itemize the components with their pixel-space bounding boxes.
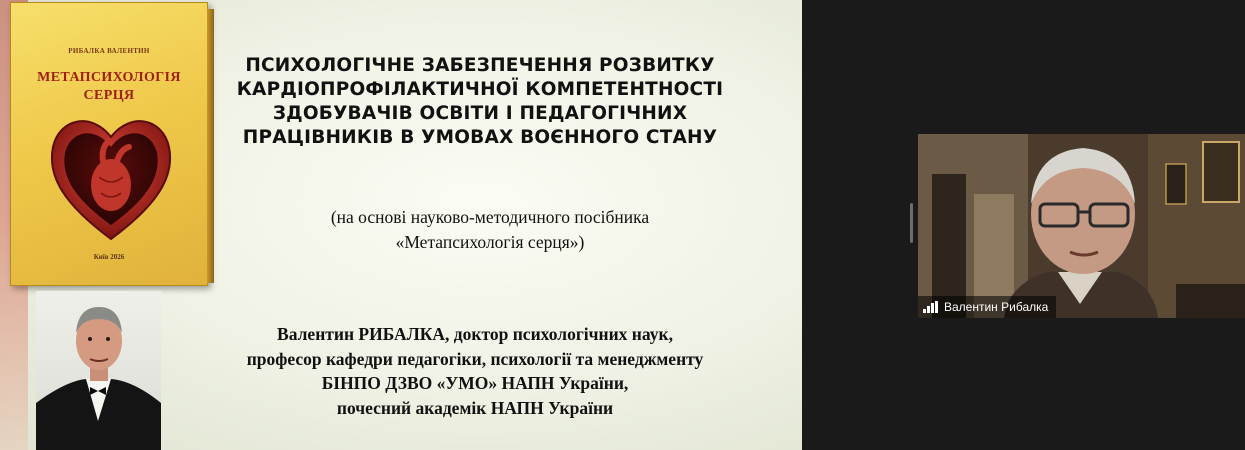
book-title-line: СЕРЦЯ xyxy=(83,88,135,103)
slide-subtitle-line: (на основі науково-методичного посібника xyxy=(330,207,650,227)
author-info-line: БІНПО ДЗВО «УМО» НАПН України, xyxy=(321,373,629,393)
person-photo-icon xyxy=(36,291,161,450)
participant-name-bar xyxy=(918,296,1056,318)
slide-title-line: ПРАЦІВНИКІВ В УМОВАХ ВОЄННОГО СТАНУ xyxy=(242,127,718,148)
participant-video-icon xyxy=(918,134,1245,318)
panel-resize-handle[interactable] xyxy=(910,203,913,243)
author-info-line: почесний академік НАПН України xyxy=(336,397,614,418)
heart-art-icon xyxy=(45,107,177,247)
book-title-line: МЕТАПСИХОЛОГІЯ xyxy=(37,70,181,85)
author-info-line: Валентин РИБАЛКА, доктор психологічних наук, xyxy=(277,324,673,344)
book-city-year: Київ 2026 xyxy=(93,253,125,261)
participant-name: Валентин Рибалка xyxy=(944,300,1049,314)
slide-title-line: ЗДОБУВАЧІВ ОСВІТИ І ПЕДАГОГІЧНИХ xyxy=(272,103,688,124)
book-title xyxy=(11,69,207,105)
book-author: РИБАЛКА ВАЛЕНТИН xyxy=(68,47,150,55)
slide-author-info xyxy=(185,322,765,420)
slide-title-line: КАРДІОПРОФІЛАКТИЧНОЇ КОМПЕТЕНТНОСТІ xyxy=(236,79,724,100)
slide-title-line: ПСИХОЛОГІЧНЕ ЗАБЕЗПЕЧЕННЯ РОЗВИТКУ xyxy=(245,55,715,76)
signal-strength-icon xyxy=(923,301,938,313)
book-cover-image xyxy=(10,2,208,286)
slide-subtitle-line: «Метапсихологія серця») xyxy=(395,232,585,252)
participant-video-tile[interactable] xyxy=(918,134,1245,318)
author-info-line: професор кафедри педагогіки, психології та менеджменту xyxy=(246,348,704,369)
slide-subtitle xyxy=(230,205,750,255)
slide-title xyxy=(200,54,760,150)
author-portrait-image xyxy=(36,291,161,450)
